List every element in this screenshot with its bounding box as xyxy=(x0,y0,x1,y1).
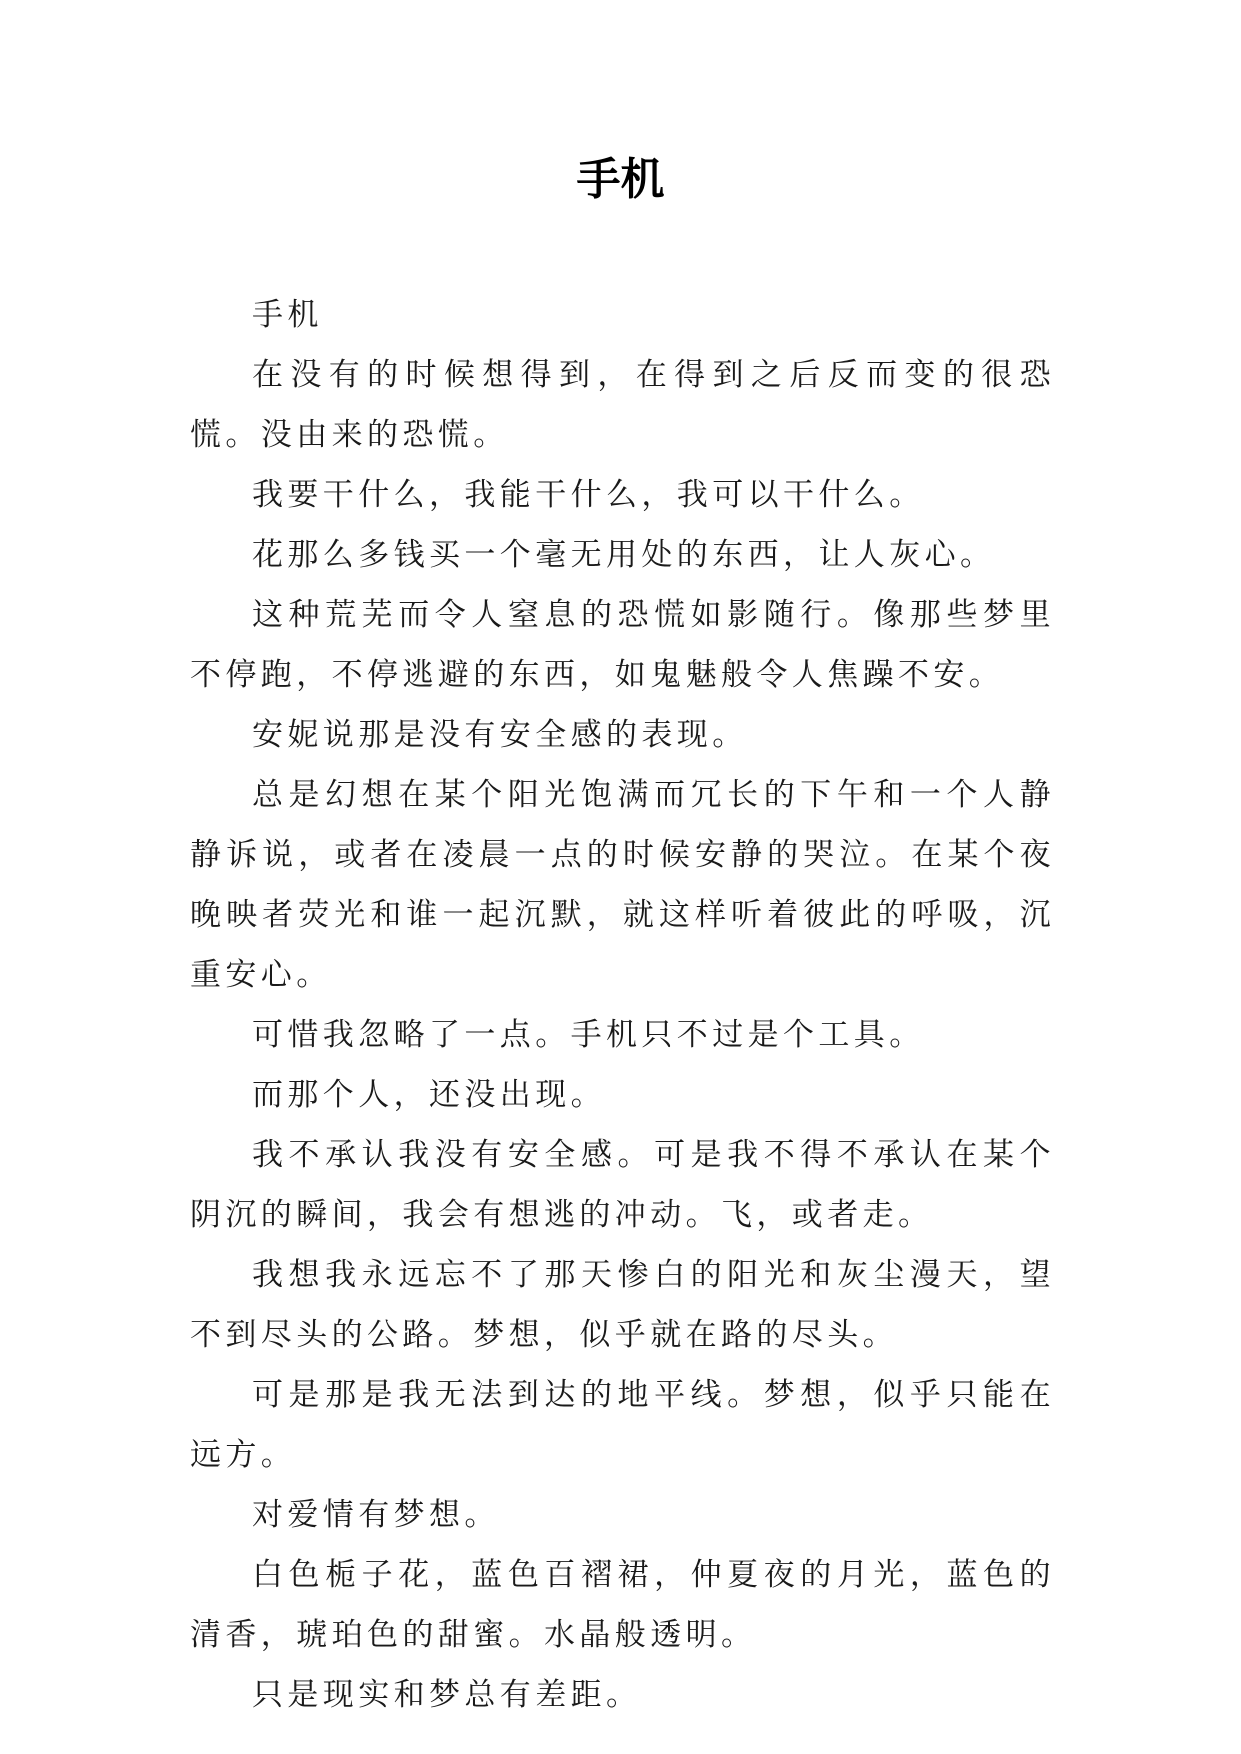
paragraph: 安妮说那是没有安全感的表现。 xyxy=(252,717,748,753)
paragraph: 白色栀子花，蓝色百褶裙，仲夏夜的月光，蓝色的清香，琥珀色的甜蜜。水晶般透明。 xyxy=(190,1557,1055,1653)
paragraph: 我想我永远忘不了那天惨白的阳光和灰尘漫天，望不到尽头的公路。梦想，似乎就在路的尽头。 xyxy=(190,1257,1055,1353)
paragraph: 在没有的时候想得到，在得到之后反而变的很恐慌。没由来的恐慌。 xyxy=(190,357,1055,453)
document-title: 手机 xyxy=(576,154,665,205)
paragraph: 花那么多钱买一个毫无用处的东西，让人灰心。 xyxy=(252,537,996,573)
paragraph: 只是现实和梦总有差距。 xyxy=(252,1677,642,1713)
paragraph: 可是那是我无法到达的地平线。梦想，似乎只能在远方。 xyxy=(190,1377,1055,1473)
paragraph: 我要干什么，我能干什么，我可以干什么。 xyxy=(252,477,925,513)
document-body xyxy=(190,285,1055,1725)
paragraph: 我不承认我没有安全感。可是我不得不承认在某个阴沉的瞬间，我会有想逃的冲动。飞，或者走。 xyxy=(190,1137,1055,1233)
paragraph: 总是幻想在某个阳光饱满而冗长的下午和一个人静静诉说，或者在凌晨一点的时候安静的哭泣。在某个夜晚映者荧光和谁一起沉默，就这样听着彼此的呼吸，沉重安心。 xyxy=(190,777,1055,993)
paragraph: 这种荒芜而令人窒息的恐慌如影随行。像那些梦里不停跑，不停逃避的东西，如鬼魅般令人焦躁不安。 xyxy=(190,597,1055,693)
paragraph: 手机 xyxy=(252,297,323,333)
paragraph: 可惜我忽略了一点。手机只不过是个工具。 xyxy=(252,1017,925,1053)
paragraph: 对爱情有梦想。 xyxy=(252,1497,500,1533)
paragraph: 而那个人，还没出现。 xyxy=(252,1077,606,1113)
